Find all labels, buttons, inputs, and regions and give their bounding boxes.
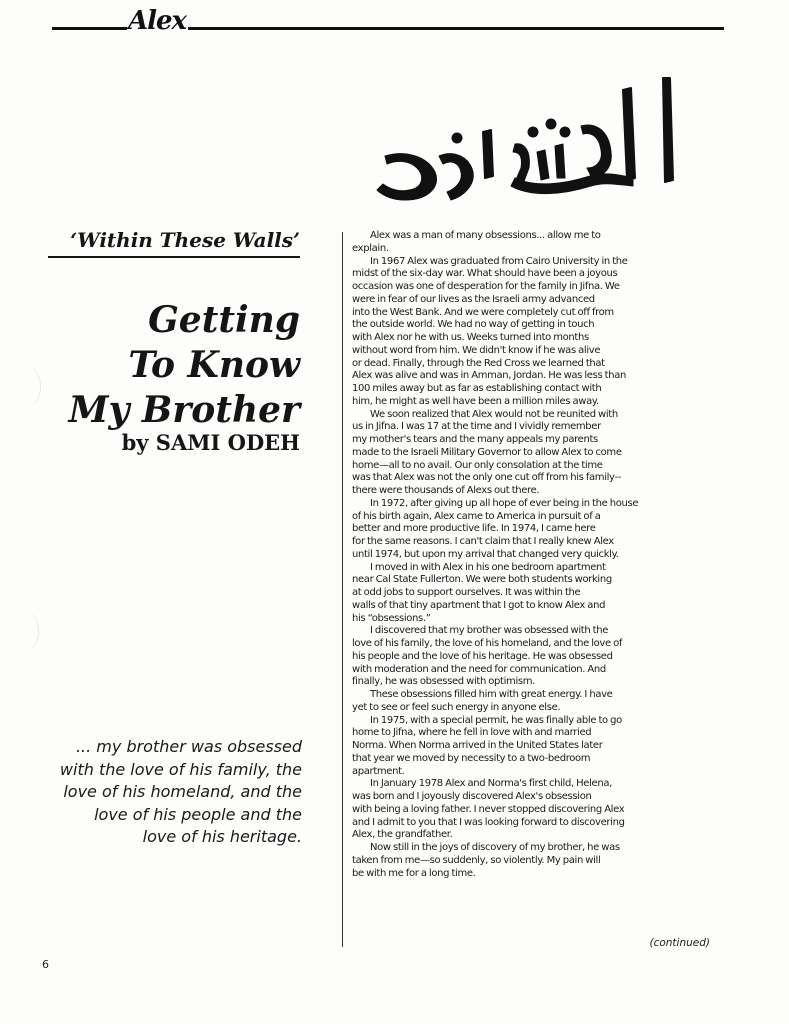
body-text-line: were in fear of our lives as the Israeli army advanced bbox=[352, 293, 595, 305]
section-tag: Alex bbox=[127, 6, 187, 36]
body-text-line: In 1975, with a special permit, he was finally able to go bbox=[370, 714, 622, 726]
pull-quote bbox=[40, 736, 302, 849]
body-text-line: or dead. Finally, through the Red Cross we learned that bbox=[352, 357, 605, 369]
body-text-line: was born and I joyously discovered Alex's obsession bbox=[352, 791, 592, 802]
body-text-line: be with me for a long time. bbox=[352, 867, 476, 879]
body-text-line: We soon realized that Alex would not be reunited with bbox=[370, 408, 618, 420]
body-text-line: I moved in with Alex in his one bedroom apartment bbox=[370, 561, 606, 573]
column-title-underline bbox=[48, 256, 300, 258]
body-text-line: with moderation and the need for communication. And bbox=[352, 663, 606, 675]
body-text-line: explain. bbox=[352, 242, 389, 254]
body-text-line: until 1974, but upon my arrival that changed very quickly. bbox=[352, 548, 619, 560]
body-text-line: I discovered that my brother was obsessed with the bbox=[370, 625, 609, 637]
byline: by SAMI ODEH bbox=[121, 430, 300, 455]
binder-hole-mark bbox=[18, 368, 41, 406]
pull-quote-line: ... my brother was obsessed bbox=[75, 737, 302, 756]
pull-quote-line: with the love of his family, the bbox=[59, 759, 302, 779]
body-text-line: home—all to no avail. Our only consolation at the time bbox=[352, 459, 603, 471]
body-text-line: Alex was a man of many obsessions... allow me to bbox=[370, 230, 601, 241]
header-rule bbox=[0, 0, 789, 60]
body-text-line: 100 miles away but as far as establishing contact with bbox=[352, 383, 602, 394]
body-text-line: was that Alex was not the only one cut off from his family-- bbox=[352, 472, 621, 484]
headline-line: Getting bbox=[148, 299, 300, 341]
body-text-line: at odd jobs to support ourselves. It was within the bbox=[352, 587, 581, 598]
header-rule-right bbox=[188, 27, 724, 30]
body-text-line: for the same reasons. I can't claim that I really knew Alex bbox=[352, 536, 614, 547]
body-text-line: In 1972, after giving up all hope of ever being in the house bbox=[370, 497, 639, 509]
body-text-line: of his birth again, Alex came to America in pursuit of a bbox=[352, 510, 601, 522]
body-text-line: and I admit to you that I was looking forward to discovering bbox=[352, 816, 625, 828]
body-text-line: These obsessions filled him with great energy. I have bbox=[370, 689, 613, 700]
pull-quote-line: love of his homeland, and the bbox=[63, 782, 302, 801]
body-text-line: with Alex nor he with us. Weeks turned into months bbox=[352, 332, 589, 343]
continued-label: (continued) bbox=[649, 937, 710, 949]
body-text-line: Now still in the joys of discovery of my brother, he was bbox=[370, 842, 620, 853]
header-rule-left bbox=[52, 27, 127, 30]
column-divider bbox=[342, 232, 343, 947]
pull-quote-line: love of his heritage. bbox=[142, 827, 302, 846]
body-text-line: us in Jifna. I was 17 at the time and I vividly remember bbox=[352, 421, 601, 433]
body-text-line: my mother's tears and the many appeals my parents bbox=[352, 434, 598, 445]
body-text-line: him, he might as well have been a million miles away. bbox=[352, 395, 599, 407]
body-text-line: Alex, the grandfather. bbox=[352, 829, 453, 841]
body-text-line: yet to see or feel such energy in anyone else. bbox=[352, 701, 561, 713]
body-text-line: his people and the love of his heritage. He was obsessed bbox=[352, 650, 613, 662]
body-text-line: In 1967 Alex was graduated from Cairo University in the bbox=[370, 255, 628, 267]
body-text-line: that year we moved by necessity to a two-bedroom bbox=[352, 752, 591, 764]
body-text-line: home to Jifna, where he fell in love with and married bbox=[352, 727, 592, 739]
body-text-line: finally, he was obsessed with optimism. bbox=[352, 676, 535, 688]
arabic-calligraphy-logo bbox=[365, 60, 685, 210]
body-text-line: near Cal State Fullerton. We were both students working bbox=[352, 574, 612, 586]
body-text-line: love of his family, the love of his homeland, and the love of bbox=[352, 638, 623, 649]
binder-hole-mark bbox=[16, 612, 39, 650]
body-text-line: into the West Bank. And we were completely cut off from bbox=[352, 306, 614, 318]
headline-line: My Brother bbox=[68, 389, 300, 431]
body-text-line: Norma. When Norma arrived in the United States later bbox=[352, 740, 603, 751]
body-text-line: the outside world. We had no way of getting in touch bbox=[352, 319, 595, 331]
body-text-line: his “obsessions.” bbox=[352, 612, 431, 624]
page-number: 6 bbox=[42, 958, 49, 971]
body-text-line: Alex was alive and was in Amman, Jordan. He was less than bbox=[352, 370, 626, 382]
pull-quote-line: love of his people and the bbox=[94, 804, 302, 824]
article-body bbox=[352, 230, 708, 880]
body-text-line: walls of that tiny apartment that I got to know Alex and bbox=[352, 599, 606, 611]
body-text-line: midst of the six-day war. What should have been a joyous bbox=[352, 268, 618, 280]
headline bbox=[30, 298, 300, 433]
body-text-line: apartment. bbox=[352, 765, 405, 777]
body-text-line: In January 1978 Alex and Norma's first child, Helena, bbox=[370, 778, 612, 790]
body-text-line: better and more productive life. In 1974, I came here bbox=[352, 523, 596, 535]
body-text-line: without word from him. We didn't know if he was alive bbox=[352, 344, 601, 356]
column-title: ‘Within These Walls’ bbox=[70, 228, 300, 252]
body-text-line: occasion was one of desperation for the family in Jifna. We bbox=[352, 281, 620, 292]
body-text-line: there were thousands of Alexs out there. bbox=[352, 485, 540, 496]
body-text-line: taken from me—so suddenly, so violently. My pain will bbox=[352, 854, 601, 866]
body-text-line: with being a loving father. I never stopped discovering Alex bbox=[352, 803, 625, 815]
headline-line: To Know bbox=[128, 344, 300, 386]
body-text-line: made to the Israeli Military Governor to allow Alex to come bbox=[352, 446, 622, 458]
